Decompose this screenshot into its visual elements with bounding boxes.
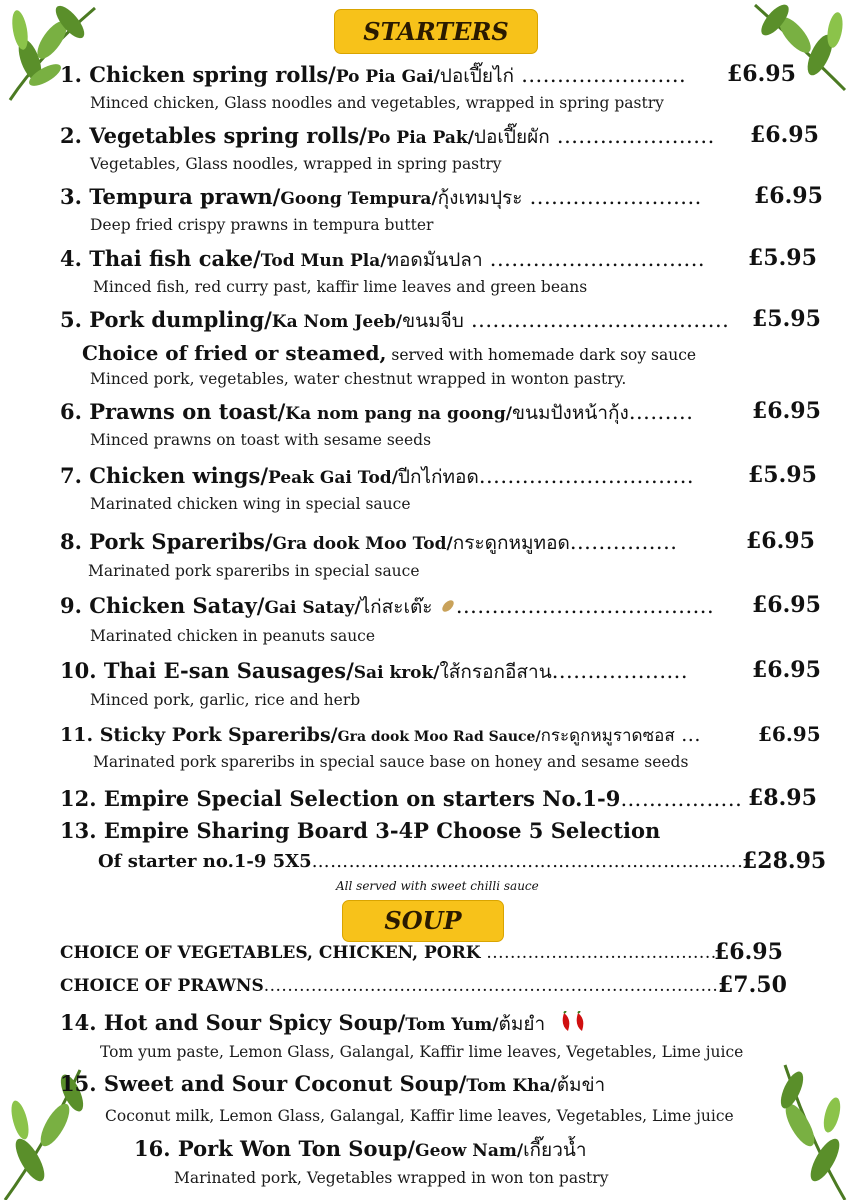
olive-branch-icon — [770, 1060, 850, 1200]
menu-item-price: £6.95 — [758, 722, 821, 746]
menu-item-title: 12. Empire Special Selection on starters No.1-9…………….. — [60, 786, 743, 811]
menu-item-price: £5.95 — [752, 306, 821, 332]
menu-item-title: 4. Thai fish cake/Tod Mun Pla/ทอดมันปลา .............................. — [60, 246, 706, 271]
menu-item-price: £5.95 — [748, 462, 817, 488]
menu-item-title: 15. Sweet and Sour Coconut Soup/Tom Kha/ต้มข่า — [60, 1071, 606, 1096]
menu-item-description: Tom yum paste, Lemon Glass, Galangal, Kaffir lime leaves, Vegetables, Lime juice — [100, 1043, 744, 1061]
menu-item-title: 6. Prawns on toast/Ka nom pang na goong/ขนมปังหน้ากุ้ง......... — [60, 399, 694, 424]
menu-item-description: Minced prawns on toast with sesame seeds — [90, 431, 432, 449]
menu-item-description: Marinated pork, Vegetables wrapped in won ton pastry — [174, 1169, 609, 1187]
soup-choice-price: £6.95 — [714, 939, 783, 965]
menu-item-title: 13. Empire Sharing Board 3-4P Choose 5 Selection — [60, 818, 661, 843]
menu-item-description: Marinated chicken wing in special sauce — [90, 495, 411, 513]
menu-item-title: 3. Tempura prawn/Goong Tempura/กุ้งเทมปุระ ........................ — [60, 184, 702, 209]
starters-footnote: All served with sweet chilli sauce — [336, 879, 539, 893]
menu-item-title: 9. Chicken Satay/Gai Satay/ไก่สะเต๊ะ .................................... — [60, 593, 715, 618]
menu-item-subtitle: Of starter no.1-9 5X5…………………………………………………………….. — [98, 851, 750, 872]
menu-item-title: 7. Chicken wings/Peak Gai Tod/ปีกไก่ทอด.............................. — [60, 463, 695, 488]
menu-item-title: 1. Chicken spring rolls/Po Pia Gai/ปอเปี๊ยไก่ ....................... — [60, 62, 687, 87]
starters-banner: STARTERS — [334, 9, 538, 54]
menu-item-description: Minced pork, vegetables, water chestnut wrapped in wonton pastry. — [90, 370, 627, 388]
menu-item-title: 10. Thai E-san Sausages/Sai krok/ใส้กรอกอีสาน................... — [60, 658, 689, 683]
menu-item-price: £28.95 — [742, 848, 827, 874]
menu-item-price: £6.95 — [754, 183, 823, 209]
menu-item-description: Minced pork, garlic, rice and herb — [90, 691, 361, 709]
menu-item-option: Choice of fried or steamed, served with homemade dark soy sauce — [82, 341, 697, 365]
menu-item-title: 5. Pork dumpling/Ka Nom Jeeb/ขนมจีบ .................................... — [60, 307, 730, 332]
soup-banner: SOUP — [342, 900, 504, 942]
chilli-pepper-icon — [558, 1011, 592, 1033]
menu-item-price: £5.95 — [748, 245, 817, 271]
peanut-icon — [440, 598, 456, 614]
menu-item-title: 11. Sticky Pork Spareribs/Gra dook Moo Rad Sauce/กระดูกหมูราดซอส ... — [60, 724, 701, 746]
menu-item-price: £6.95 — [752, 657, 821, 683]
menu-item-title: 14. Hot and Sour Spicy Soup/Tom Yum/ต้มยำ — [60, 1010, 592, 1038]
menu-item-description: Marinated chicken in peanuts sauce — [90, 627, 376, 645]
menu-item-title: 2. Vegetables spring rolls/Po Pia Pak/ปอเปี๊ยผัก ...................... — [60, 123, 715, 148]
menu-item-price: £6.95 — [750, 122, 819, 148]
menu-item-description: Vegetables, Glass noodles, wrapped in spring pastry — [90, 155, 502, 173]
menu-item-description: Minced fish, red curry past, kaffir lime leaves and green beans — [93, 278, 588, 296]
menu-item-title: 16. Pork Won Ton Soup/Geow Nam/เกี๊ยวน้ำ — [134, 1136, 587, 1161]
menu-item-price: £6.95 — [727, 61, 796, 87]
menu-item-description: Minced chicken, Glass noodles and vegetables, wrapped in spring pastry — [90, 94, 664, 112]
menu-item-price: £6.95 — [746, 528, 815, 554]
menu-item-price: £6.95 — [752, 592, 821, 618]
soup-choice: CHOICE OF VEGETABLES, CHICKEN, PORK ........................................ — [60, 943, 723, 963]
menu-item-description: Marinated pork spareribs in special sauce — [88, 562, 420, 580]
soup-choice-price: £7.50 — [718, 972, 787, 998]
menu-item-description: Deep fried crispy prawns in tempura butter — [90, 216, 434, 234]
menu-item-title: 8. Pork Spareribs/Gra dook Moo Tod/กระดูกหมูทอด............... — [60, 529, 678, 554]
menu-item-price: £6.95 — [752, 398, 821, 424]
menu-item-description: Marinated pork spareribs in special sauce base on honey and sesame seeds — [93, 753, 689, 771]
soup-choice: CHOICE OF PRAWNS.............................................................................. — [60, 976, 725, 996]
menu-item-price: £8.95 — [748, 785, 817, 811]
menu-item-description: Coconut milk, Lemon Glass, Galangal, Kaffir lime leaves, Vegetables, Lime juice — [105, 1107, 734, 1125]
